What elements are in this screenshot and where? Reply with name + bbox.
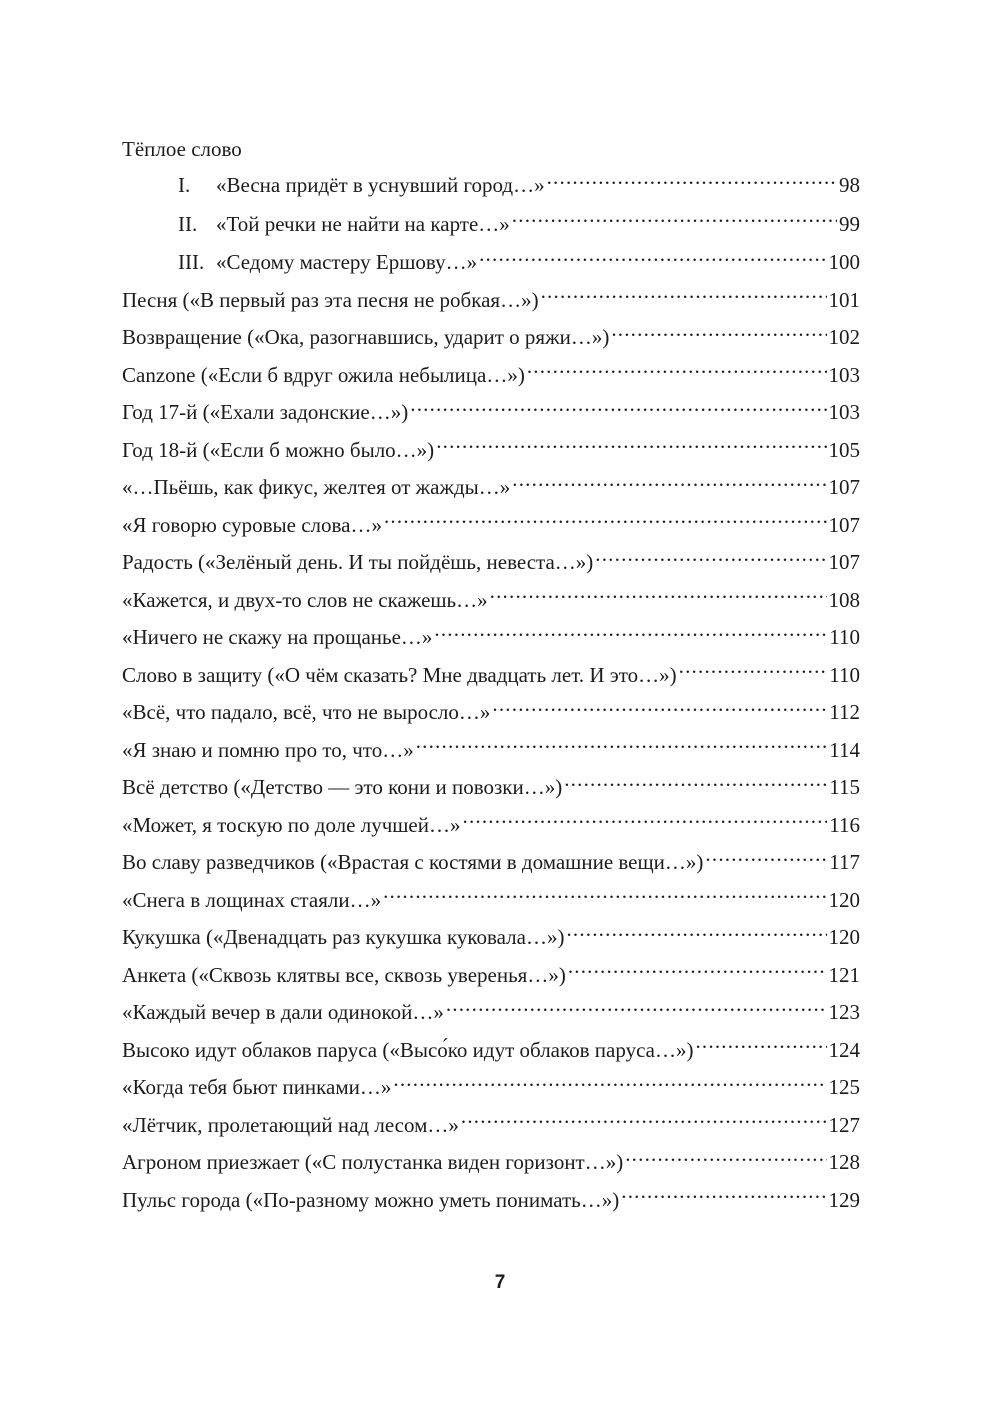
entry-page: 107: [828, 512, 860, 537]
toc-entry: [122, 282, 860, 320]
page-number: 7: [494, 1272, 506, 1293]
toc-entry: [122, 807, 860, 845]
dot-leader: [416, 736, 828, 757]
entry-title: «Я знаю и помню про то, что…»: [122, 737, 414, 762]
toc-entry: [122, 319, 860, 357]
dot-leader: [705, 848, 827, 869]
entry-title: «Кажется, и двух-то слов не скажешь…»: [122, 587, 488, 612]
entry-title: «Каждый вечер в дали одинокой…»: [122, 1000, 444, 1024]
entry-page: 108: [828, 587, 860, 612]
dot-leader: [564, 773, 827, 794]
dot-leader: [490, 586, 827, 607]
entry-title: Высоко идут облаков паруса («Высо́ко идут облаков паруса…»): [122, 1037, 694, 1062]
dot-leader: [568, 961, 827, 982]
subentry-page: 98: [839, 173, 860, 197]
entry-title: Возвращение («Ока, разогнавшись, ударит о ряжи…»): [122, 325, 610, 349]
toc-entry: [122, 507, 860, 545]
entry-title: Анкета («Сквозь клятвы все, сквозь уверенья…»): [122, 962, 566, 987]
entry-title: Во славу разведчиков («Врастая с костями в домашние вещи…»): [122, 850, 704, 874]
subentry-number: II.: [178, 211, 198, 236]
entry-title: «Ничего не скажу на прощанье…»: [122, 625, 433, 649]
entry-page: 103: [828, 362, 860, 387]
entry-page: 115: [829, 775, 860, 799]
dot-leader: [625, 1148, 826, 1169]
entry-page: 102: [828, 325, 860, 349]
toc-entry: [122, 769, 860, 807]
entry-page: 123: [828, 1000, 860, 1024]
entry-title: Кукушка («Двенадцать раз кукушка куковала…»): [122, 925, 565, 949]
dot-leader: [446, 998, 827, 1019]
entry-title: Песня («В первый раз эта песня не робкая…»): [122, 287, 539, 312]
entry-page: 105: [828, 437, 860, 462]
dot-leader: [436, 436, 826, 457]
toc-entry: [122, 732, 860, 770]
entry-page: 117: [829, 850, 860, 874]
entry-title: Год 17-й («Ехали задонские…»): [122, 400, 409, 424]
toc-entry: [122, 657, 860, 695]
toc-entry: [122, 582, 860, 620]
entry-title: Canzone («Если б вдруг ожила небылица…»): [122, 362, 525, 387]
dot-leader: [383, 886, 826, 907]
toc-entry: [122, 957, 860, 995]
entry-page: 120: [828, 887, 860, 912]
entry-page: 107: [828, 550, 860, 574]
entry-page: 124: [828, 1037, 860, 1062]
toc-entry: [122, 882, 860, 920]
entry-page: 114: [829, 737, 860, 762]
entry-title: «Снега в лощинах стаяли…»: [122, 887, 382, 912]
dot-leader: [393, 1073, 826, 1094]
toc-entry: [122, 1069, 860, 1107]
dot-leader: [547, 171, 837, 192]
toc-entry: [122, 1182, 860, 1220]
toc-entry: [122, 357, 860, 395]
entry-title: Год 18-й («Если б можно было…»): [122, 437, 435, 462]
dot-leader: [512, 210, 837, 231]
dot-leader: [384, 511, 827, 532]
dot-leader: [679, 661, 828, 682]
subentry-title: «Весна придёт в уснувший город…»: [216, 173, 545, 197]
toc-entry: [122, 994, 860, 1032]
toc-entry: [122, 619, 860, 657]
entry-title: Всё детство («Детство — это кони и повозки…»): [122, 775, 563, 799]
toc-entry: [122, 394, 860, 432]
subentry-page: 100: [828, 250, 860, 274]
toc-entry: [122, 432, 860, 470]
entry-title: «Я говорю суровые слова…»: [122, 512, 382, 537]
toc-entry: [122, 844, 860, 882]
subentry-number: III.: [178, 250, 205, 274]
entry-page: 127: [828, 1112, 860, 1137]
toc-entry: [122, 1107, 860, 1145]
entry-title: Радость («Зелёный день. И ты пойдёшь, невеста…»): [122, 550, 594, 574]
dot-leader: [621, 1186, 826, 1207]
toc-entry: [122, 1032, 860, 1070]
toc-subentry: [122, 166, 860, 205]
entry-title: «Может, я тоскую по доле лучшей…»: [122, 812, 461, 837]
toc-entry-list: [122, 282, 860, 1220]
dot-leader: [463, 811, 828, 832]
section-title: Тёплое слово: [122, 137, 242, 161]
entry-title: Агроном приезжает («С полустанка виден горизонт…»): [122, 1150, 624, 1174]
toc-entry: [122, 1144, 860, 1182]
entry-page: 121: [828, 962, 860, 987]
dot-leader: [492, 698, 827, 719]
entry-page: 110: [829, 625, 860, 649]
entry-page: 116: [829, 812, 860, 837]
entry-page: 129: [828, 1187, 860, 1212]
entry-page: 128: [828, 1150, 860, 1174]
entry-title: Пульс города («По-разному можно уметь понимать…»): [122, 1187, 620, 1212]
dot-leader: [512, 473, 826, 494]
entry-page: 125: [828, 1075, 860, 1099]
entry-page: 103: [828, 400, 860, 424]
toc-entry: [122, 544, 860, 582]
dot-leader: [595, 548, 826, 569]
toc-subentry: [122, 205, 860, 244]
toc-subentry: [122, 243, 860, 282]
dot-leader: [461, 1111, 827, 1132]
entry-title: «Когда тебя бьют пинками…»: [122, 1075, 392, 1099]
entry-title: Слово в защиту («О чём сказать? Мне двадцать лет. И это…»): [122, 662, 677, 687]
entry-page: 112: [829, 700, 860, 724]
table-of-contents: [122, 132, 860, 1219]
subentry-page: 99: [839, 211, 860, 236]
subentry-title: «Той речки не найти на карте…»: [216, 211, 510, 236]
entry-page: 120: [828, 925, 860, 949]
dot-leader: [434, 623, 827, 644]
dot-leader: [566, 923, 826, 944]
dot-leader: [695, 1036, 826, 1057]
entry-page: 110: [829, 662, 860, 687]
toc-entry: [122, 694, 860, 732]
subentry-number: I.: [178, 173, 191, 197]
toc-entry: [122, 919, 860, 957]
dot-leader: [479, 248, 826, 269]
entry-title: «…Пьёшь, как фикус, желтея от жажды…»: [122, 475, 511, 499]
entry-page: 101: [828, 287, 860, 312]
toc-entry: [122, 469, 860, 507]
entry-title: «Лётчик, пролетающий над лесом…»: [122, 1112, 459, 1137]
entry-title: «Всё, что падало, всё, что не выросло…»: [122, 700, 491, 724]
dot-leader: [541, 286, 827, 307]
dot-leader: [410, 398, 826, 419]
subentry-title: «Седому мастеру Ершову…»: [216, 250, 478, 274]
dot-leader: [527, 361, 827, 382]
entry-page: 107: [828, 475, 860, 499]
dot-leader: [611, 323, 826, 344]
